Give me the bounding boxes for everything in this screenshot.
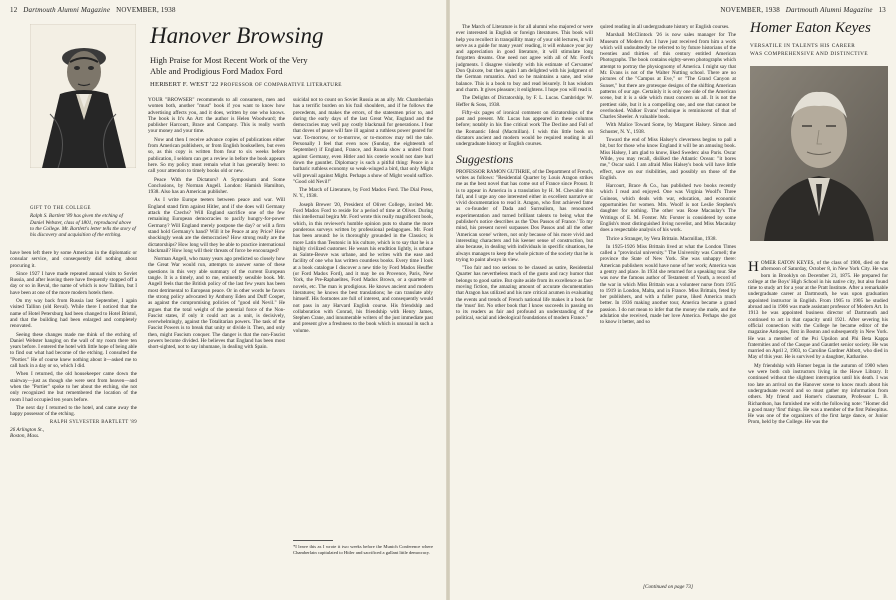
col1-paragraph-5: When I returned, the old housekeeper came down the stairway—just as though she were sent from heaven—and when the "Portier" spoke to her about the etching, she not only recognized me but remembered the location of the room I had occupied ten years before. [10, 371, 137, 403]
col2-paragraph-1: YOUR "BROWSER" recommends to all consumers, men and women both, another "must" book if you want to know how advertising affects you, and it does, written by one who knows. The book is It's An Art: the author is Helen Woodward; the publisher Harcourt, Brace and Company. This is really worth your money and your time. [148, 97, 285, 135]
col1-paragraph-1: have been left there by some American in the diplomatic or consular service, and consequently did nothing about procuring it. [10, 250, 137, 269]
portrait-etching-image [30, 24, 136, 168]
suggestions-heading: Suggestions [456, 151, 514, 166]
right-col2-paragraph-4: Toward the end of Miss Halsey's cleverness begins to pall a bit, but for those who know England it will be an amusing book. Miss Halsey, I am glad to know, liked Sweden: also Paris. Oscar Wilde, you may recall, disliked the Atlantic Ocean: "it bores me," Oscar said. I am afraid Miss Halsey's book will have little effect, save on our risibilities, and possibly on those of the English. [600, 137, 736, 181]
footnote: *I leave this as I wrote it two weeks before the Munich Conference where Chamberlain capitulated to Hitler and sacrificed a gallant little democracy. [293, 544, 433, 555]
right-col2-paragraph-6: Thrice a Stranger, by Vera Brittain. Macmillan, 1938. [606, 235, 717, 242]
right-col2-paragraph-2: Marshall McClintock '26 is now sales manager for The Museum of Modern Art. I have just received from him a work which will undoubtedly be referred to by future historians of the twenties and thirties of this century entitled American Photographs. The book contains eighty-seven photographs which attempt to portray the physiognomy of America. I might say that Mr. Evans is not of the Walter Nutting school. There are no pictures of the "Campus at Eve," or "The Grand Canyon at Sunset," but there are grotesque designs of the shifting American patterns of our age. Certainly it is only one side of the American scene, but it is a side which must concern us all. It is not the prettiest side, but it is a compelling one, and one that cannot be overlooked. Walker Evans' technique is reminiscent of that of Charles Sheeler. A valuable book. [600, 32, 736, 121]
col1-paragraph-4: Seeing these changes made me think of the etching of Daniel Webster hanging on the wall of my room there ten years before. I entered the hotel with little hope of being able to find out what had become of the etching. I consulted the "Portier." He of course knew nothing about it—asked me to call back in a day or so, which I did. [10, 331, 137, 370]
right-col2-paragraph-5: Harcourt, Brace & Co., has published two books recently which I read and enjoyed. One was Virginia Woolf's Three Guineas, which deals with war, education, and economic opportunities for women. Mrs. Woolf is not Leslie Stephen's daughter for nothing. The other was Rose Macaulay's The Writings of E. M. Forster. Mr. Forster is considered by some English's most distinguished living novelist, and Miss Macaulay does a respectable analysis of his work. [600, 183, 736, 234]
left-magazine-name: Dartmouth Alumni Magazine [23, 6, 111, 14]
right-page-number: 13 [878, 6, 886, 14]
right-column-2 [600, 24, 736, 580]
letter-signature [10, 420, 137, 439]
article-deck-line-1: High Praise for Most Recent Work of the Very [150, 55, 308, 65]
etching-caption [30, 206, 136, 238]
obituary-paragraph-1-text: OMER EATON KEYES, of the class of 1900, died on the afternoon of Saturday, October 8, in New York City. He was born in Brooklyn on December 21, 1875. He prepared for college at the Boys' High School in his native city, but also found time to study art for a year at the Pratt Institute. After a remarkable undergraduate career at Dartmouth, he was upon graduation appointed instructor in English. From 1905 to 1905 he studied abroad and in 1906 was made assistant professor of Modern Art. In 1913 he was appointed business director of Dartmouth and continued to act in that capacity until 1921. After severing his official connection with the College he became editor of the magazine Antiques, first in Boston and subsequently in New York. He was a member of the Psi Upsilon and Phi Beta Kappa fraternities and of the Casque and Gauntlet senior society. He was married on April 2, 1903, to Caroline Gardner Abbott, who died in May of this year. He is survived by a daughter, Katharine. [748, 260, 888, 361]
caption-text: Ralph S. Bartlett '89 has given the etching of Daniel Webster, class of 1801, reproduced above to the College. Mr. Bartlett's letter tells the story of his discovery and acquisition of the etching. [30, 213, 136, 239]
col2-paragraph-2: Now and then I receive advance copies of publications either from American publishers, or from English booksellers, but even so, as this copy is written from four to six weeks before publication, I seldom can get a review in before the book appears here. So my policy must remain what it has generally been: to call your attention to timely books old or new. [148, 136, 285, 175]
obituary-title: Homer Eaton Keyes [750, 20, 871, 36]
col1-paragraph-2: Since 1927 I have made repeated annual visits to Soviet Russia, and after leaving there have frequently stopped off a day or so in Reval, the name of which is now Tallinn, but I have been at one of the more modern hotels there. [10, 270, 137, 296]
author-title: PROFESSOR OF COMPARATIVE LITERATURE [220, 82, 342, 88]
article-byline [150, 81, 342, 88]
daniel-webster-etching [30, 24, 136, 168]
right-col2-paragraph-3: With Malice Toward Some, by Margaret Halsey. Simon and Schuster, N. Y., 1938. [600, 122, 736, 135]
right-col1-paragraph-2: The Delights of Dictatorship, by F. L. Lucas. Cambridge: W. Heffer & Sons, 1938. [456, 95, 593, 108]
drop-cap: H [748, 260, 759, 275]
left-running-head [10, 6, 176, 14]
left-column-1 [10, 250, 137, 595]
col1-paragraph-6: The next day I returned to the hotel, and came away the happy possessor of the etching. [10, 404, 137, 418]
portrait-photo-image [750, 66, 888, 241]
left-issue-date: NOVEMBER, 1938 [116, 6, 176, 14]
author-name: HERBERT F. WEST '22 [150, 81, 219, 88]
col2-paragraph-3: Peace With the Dictators? A Symposium and Some Conclusions, by Norman Angell. London: Hamish Hamilton, 1938. Also has an American publisher. [148, 176, 285, 196]
right-col2-paragraph-7: In 1925-1926 Miss Brittain lived at what the London Times called a "provincial university." The University was Cornell; the province the State of New York. She was unhappy there: American publishers would have none of her work; America was a gentry and place. In 1934 she returned for a speaking tour. She was now the famous author of Testament of Youth, a record of the war in which Miss Brittain was a volunteer nurse from 1915 to 1919 in London, Malta, and in France. Miss Brittain, feted by her publishers, and with a fuller purse, liked America much better. In 1936 making another tour, America became a grand passion. I do not mean to infer that the money she made, and the adulation she received, made her love America. Perhaps she got to know it better, and so [600, 243, 736, 326]
obituary-subtitle-2: WAS COMPREHENSIVE AND DISTINCTIVE [750, 51, 869, 57]
right-column-1 [456, 24, 593, 594]
left-page-number: 12 [10, 6, 18, 14]
obituary-column [748, 260, 888, 595]
col3-paragraph-3: Joseph Brewer '20, President of Olivet College, invited Mr. Ford Madox Ford to reside for a period of time at Olivet. During this intellectual begira Mr. Ford wrote this really magnificent book, which, in this reviewer's humble opinion puts to shame the more ponderous surveys written by professional pedagogues. Mr. Ford has been around: he is thoroughly grounded in the Classics; is more Latin than Teutonic in his culture, which is to say that he is a highly civilized customer. He wears his erudition lightly, is urbane as Sainte-Beuve was urbane, and he writes with the ease and facility of one who has written countless books. Every time I look at a book catalogue I discover a new title by Ford Madox Heuffer (or Ford Madox Ford), and it may be on Provence, Paris, New York, the Pre-Raphaelites, Ford Madox Brown, or a quartette of novels, etc. The man is prodigious. He knows ancient and modern literatures; he knows the best translations; he can translate ably himself. His footnotes are full of interest, and consequently would not pass in any Harvard English course. His friendship and collaboration with Conrad, his friendship with Henry James, Stephen Crane, and innumerable writers of the just immediate past and present give a freshness to the book which is unusual in such a volume. [293, 201, 433, 334]
right-page [450, 0, 896, 600]
left-column-3 [293, 97, 433, 537]
signature-address-1: 26 Arlington St., [10, 426, 45, 433]
signature-name: RALPH SYLVESTER BARTLETT '89 [49, 420, 137, 426]
col2-paragraph-5: Norman Angell, who many years ago predicted so closely how the Great War would run, attempts to answer some of these questions in this very able summary of the current European tangle. It is a timely, and to me, eminently sensible book. Mr. Angell feels that the British policy of the last few years has been most detrimental to European peace. Or in other words he favors the strong policy advocated by Anthony Eden and Duff Cooper, as against the compromising policies of "good old Nevil." He argues that the total weight of the potential force of the Non-Fascist states, if only it could act as a unit, is decisively, overwhelmingly, against the Totalitarian powers. The task of the Fascist Powers is to break that unity or divide it. Then, and only then, might Fascism conquer. The danger is that the non-Fascist powers become divided. He believes that England has been most short-sighted, not to say inhumane, in dealing with Spain. [148, 256, 285, 351]
article-deck-line-2: Able and Prodigious Ford Madox Ford [150, 66, 283, 76]
signature-address-2: Boston, Mass. [10, 433, 40, 440]
col2-paragraph-4: As I write Europe teeters between peace and war. Will England stand firm against Hitler, and if she does will Germany attack the Czechs? Will England sacrifice one of the few remaining European democracies to pacify hungry-for-power Germany? Will England merely postpone the day? or will a firm stand hold Germany's hand? Will it be Peace at any Price? How shockingly weak are the democracies? How strong really are the dictatorships? How long will they be able to practice international blackmail? How long will their threats of force be encouraged? [148, 197, 285, 254]
footnote-rule [293, 540, 333, 541]
right-running-head [720, 6, 886, 14]
continued-note: [Continued on page 73] [642, 584, 693, 590]
suggestions-paragraph-2: "Too fair and too serious to be classed as satire, Residential Quarter has nevertheless much of the gusto and racy humor that belongs to good satire. But quite aside from its excellence as fast-moving fiction, the amazing amount of accurate documentation that Aragon has utilized and his rare critical acumen in evaluating the events and trends of French national life makes it a book for the 'must' list. No other book that I know succeeds in passing on to its readers as fair and profound an understanding of the political, social and ideological foundations of modern France." [456, 265, 593, 322]
col3-paragraph-1: suicidal not to count on Soviet Russia as an ally. Mr. Chamberlain has a terrific burden on his frail shoulders, and if he follows the precedents, and makes the errors, of the statesmen prior to, and during the early days of the last Great War, England and the democracies may well pay costly blackmail for generations. I fear that doves of peace will fare ill against a ruthless power geared for war. To-morrow, or to-morrow, or to-morrow may tell the tale. Personally I feel that even now (Sunday, the eighteenth of September) if England, France, and Russia show a united front against Germany, even Hitler and his coterie would not dare hurl down the gauntlet. Diplomacy is such a pitiful thing: Peace in a barbaric ruthless economy so weak-winged a bird, that only Might will prevail against Might. Perhaps a show of Might would suffice. "Good old Nevil!" [293, 97, 433, 185]
col1-paragraph-3: On my way back from Russia last September, I again visited Tallinn (old Reval). While there I noticed that the name of Hotel Petersburg had been changed to Hotel Bristol, and that the building had been enlarged and completely renovated. [10, 298, 137, 330]
left-page [0, 0, 446, 600]
caption-title: GIFT TO THE COLLEGE [30, 206, 91, 211]
obituary-paragraph-2: My friendship with Homer began in the autumn of 1900 when we were both cub instructors living in the Howe Library. It continued without the slightest interruption until his death. I was too late an arrival on the Hanover scene to know much about his undergraduate record and so must gather my information from others. My friend and Homer's classmate, Professor L. B. Richardson, has furnished me with the following note: "Homer did a good many 'first' things. He was a member of the first Paleopitus. He was one of the organizers of the first large dance, or Junior Prom, held by the College. He was the [748, 362, 888, 426]
obituary-paragraph-1 [748, 260, 888, 361]
homer-keyes-portrait [750, 66, 888, 241]
right-col1-paragraph-3: Fifty-six pages of ironical comment on dictatorships of the past and present. Mr. Lucas has appeared in these columns before; notably in his fine critical work The Decline and Fall of the Romantic Ideal (Macmillan). I wish this little book on dictators ancient and modern would be required reading in all undergraduate history or English courses. [456, 109, 593, 148]
article-title: Hanover Browsing [150, 23, 324, 48]
suggestions-paragraph-1: PROFESSOR RAMON GUTHRIE, of the Department of French, writes as follows: "Residential Quarter by Louis Aragon strikes me as the best novel that has come out of France since Proust. It is to appear in America in a translation by H. M. Chevalier this fall, and I urge any one interested either in excellent narrative or vivid documentation to read it. Aragon, who first achieved fame as co-founder of Dada and Surrealism, has renounced experimentation and turned brilliant talents to being what the publisher's notice describes as the 'Dos Passos of France.' To my mind, his present novel surpasses Dos Passos and all the other 'American scene' writers, not only because of his more vivid and interesting characters and his keener sense of construction, but also because, in dealing with individuals in specific situations, he always manages to keep the whole picture of the society that he is trying to paint always in view. [456, 168, 593, 263]
left-column-2 [148, 97, 285, 595]
right-magazine-name: Dartmouth Alumni Magazine [785, 6, 873, 14]
right-issue-date: NOVEMBER, 1938 [720, 6, 780, 14]
obituary-subtitle-1: VERSATILE IN TALENTS HIS CAREER [750, 43, 856, 49]
col3-paragraph-2: The March of Literature, by Ford Madox Ford. The Dial Press, N. Y., 1938. [293, 187, 433, 200]
right-col1-paragraph-1: The March of Literature is for all alumni who majored or were ever interested in English or foreign literatures. This book will help you recollect in tranquillity many of your old lectures, it will serve as a guide for many years' reading, it will enhance your joy and appreciation in good literature, it will stimulate long forgotten dreams. One need not agree with all of Mr. Ford's judgments. I disagree violently with his estimate of Cervantes' Don Quixote, but then again I am delighted with his judgment of the German romantics. And so he maintains a sane, and wise balance. This is a book to buy and read leisurely. It has wisdom and charm. It gives pleasure; it enlightens. I hope you will read it. [456, 24, 593, 93]
right-col2-paragraph-1: quired reading in all undergraduate history or English courses. [600, 24, 730, 30]
